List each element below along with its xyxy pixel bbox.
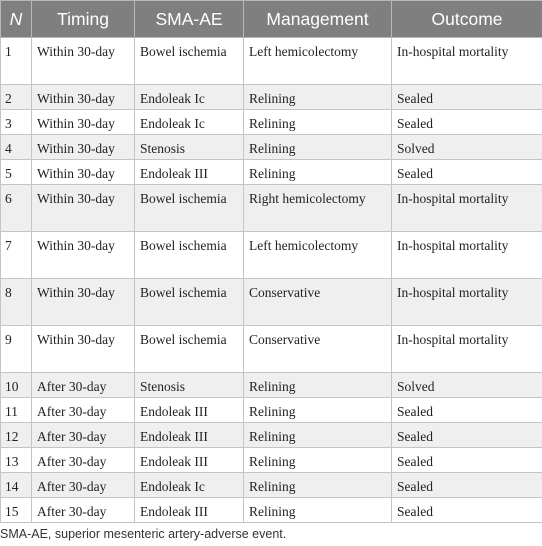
cell-timing: After 30-day: [32, 398, 135, 423]
cell-management: Relining: [244, 498, 392, 523]
table-row: [1, 498, 542, 523]
cell-management: Conservative: [244, 326, 392, 373]
cell-management: Relining: [244, 135, 392, 160]
cell-management: Relining: [244, 398, 392, 423]
header-timing: Timing: [32, 1, 135, 38]
cell-timing: Within 30-day: [32, 110, 135, 135]
cell-n: 14: [1, 473, 32, 498]
cell-management: Relining: [244, 473, 392, 498]
cell-outcome: In-hospital mortality: [392, 185, 542, 232]
cell-timing: Within 30-day: [32, 232, 135, 279]
cell-n: 6: [1, 185, 32, 232]
cell-n: 15: [1, 498, 32, 523]
cell-n: 12: [1, 423, 32, 448]
cell-n: 5: [1, 160, 32, 185]
header-row: [1, 1, 542, 38]
cell-management: Left hemicolectomy: [244, 232, 392, 279]
cell-management: Relining: [244, 85, 392, 110]
cell-timing: Within 30-day: [32, 185, 135, 232]
cell-n: 9: [1, 326, 32, 373]
table-row: [1, 373, 542, 398]
cell-outcome: Solved: [392, 135, 542, 160]
table-row: [1, 232, 542, 279]
cell-n: 3: [1, 110, 32, 135]
cell-sma-ae: Endoleak Ic: [135, 473, 244, 498]
cell-outcome: Sealed: [392, 423, 542, 448]
table-row: [1, 326, 542, 373]
header-outcome: Outcome: [392, 1, 542, 38]
cell-n: 10: [1, 373, 32, 398]
cell-outcome: Sealed: [392, 498, 542, 523]
table-row: [1, 448, 542, 473]
cell-outcome: In-hospital mortality: [392, 38, 542, 85]
table-row: [1, 38, 542, 85]
cell-management: Relining: [244, 423, 392, 448]
cell-management: Relining: [244, 110, 392, 135]
cell-timing: After 30-day: [32, 373, 135, 398]
table-body: [1, 38, 542, 523]
cell-management: Right hemicolectomy: [244, 185, 392, 232]
header-management: Management: [244, 1, 392, 38]
cell-outcome: In-hospital mortality: [392, 232, 542, 279]
cell-outcome: Sealed: [392, 473, 542, 498]
cell-sma-ae: Bowel ischemia: [135, 279, 244, 326]
cell-n: 8: [1, 279, 32, 326]
cell-outcome: Sealed: [392, 160, 542, 185]
cell-sma-ae: Bowel ischemia: [135, 232, 244, 279]
cell-sma-ae: Endoleak III: [135, 423, 244, 448]
cell-timing: Within 30-day: [32, 279, 135, 326]
cell-n: 4: [1, 135, 32, 160]
cell-sma-ae: Stenosis: [135, 135, 244, 160]
cell-outcome: Sealed: [392, 85, 542, 110]
cell-sma-ae: Endoleak Ic: [135, 85, 244, 110]
cell-sma-ae: Endoleak III: [135, 398, 244, 423]
cell-timing: Within 30-day: [32, 326, 135, 373]
table-row: [1, 398, 542, 423]
cell-timing: Within 30-day: [32, 38, 135, 85]
header-sma-ae: SMA-AE: [135, 1, 244, 38]
header-n: N: [1, 1, 32, 38]
table-row: [1, 110, 542, 135]
cell-n: 11: [1, 398, 32, 423]
cell-management: Relining: [244, 160, 392, 185]
cell-outcome: Sealed: [392, 110, 542, 135]
cell-management: Left hemicolectomy: [244, 38, 392, 85]
table-row: [1, 279, 542, 326]
cell-timing: After 30-day: [32, 423, 135, 448]
table-row: [1, 185, 542, 232]
cell-sma-ae: Endoleak III: [135, 448, 244, 473]
cell-sma-ae: Bowel ischemia: [135, 185, 244, 232]
cell-timing: After 30-day: [32, 448, 135, 473]
cell-timing: Within 30-day: [32, 160, 135, 185]
cell-outcome: Sealed: [392, 448, 542, 473]
cell-management: Conservative: [244, 279, 392, 326]
table-footnote: SMA-AE, superior mesenteric artery-adverse event.: [0, 527, 287, 541]
cell-sma-ae: Bowel ischemia: [135, 38, 244, 85]
cell-sma-ae: Endoleak Ic: [135, 110, 244, 135]
cell-management: Relining: [244, 448, 392, 473]
cell-sma-ae: Stenosis: [135, 373, 244, 398]
table-row: [1, 160, 542, 185]
cell-n: 13: [1, 448, 32, 473]
cell-outcome: In-hospital mortality: [392, 326, 542, 373]
cell-management: Relining: [244, 373, 392, 398]
cell-timing: Within 30-day: [32, 135, 135, 160]
table-row: [1, 423, 542, 448]
cell-outcome: In-hospital mortality: [392, 279, 542, 326]
cell-timing: After 30-day: [32, 498, 135, 523]
cell-n: 7: [1, 232, 32, 279]
cell-n: 1: [1, 38, 32, 85]
cell-sma-ae: Endoleak III: [135, 498, 244, 523]
cell-n: 2: [1, 85, 32, 110]
cell-timing: After 30-day: [32, 473, 135, 498]
table-row: [1, 135, 542, 160]
cell-sma-ae: Endoleak III: [135, 160, 244, 185]
cell-timing: Within 30-day: [32, 85, 135, 110]
table-row: [1, 85, 542, 110]
table-header: [1, 1, 542, 38]
cell-sma-ae: Bowel ischemia: [135, 326, 244, 373]
cell-outcome: Solved: [392, 373, 542, 398]
table-row: [1, 473, 542, 498]
cell-outcome: Sealed: [392, 398, 542, 423]
